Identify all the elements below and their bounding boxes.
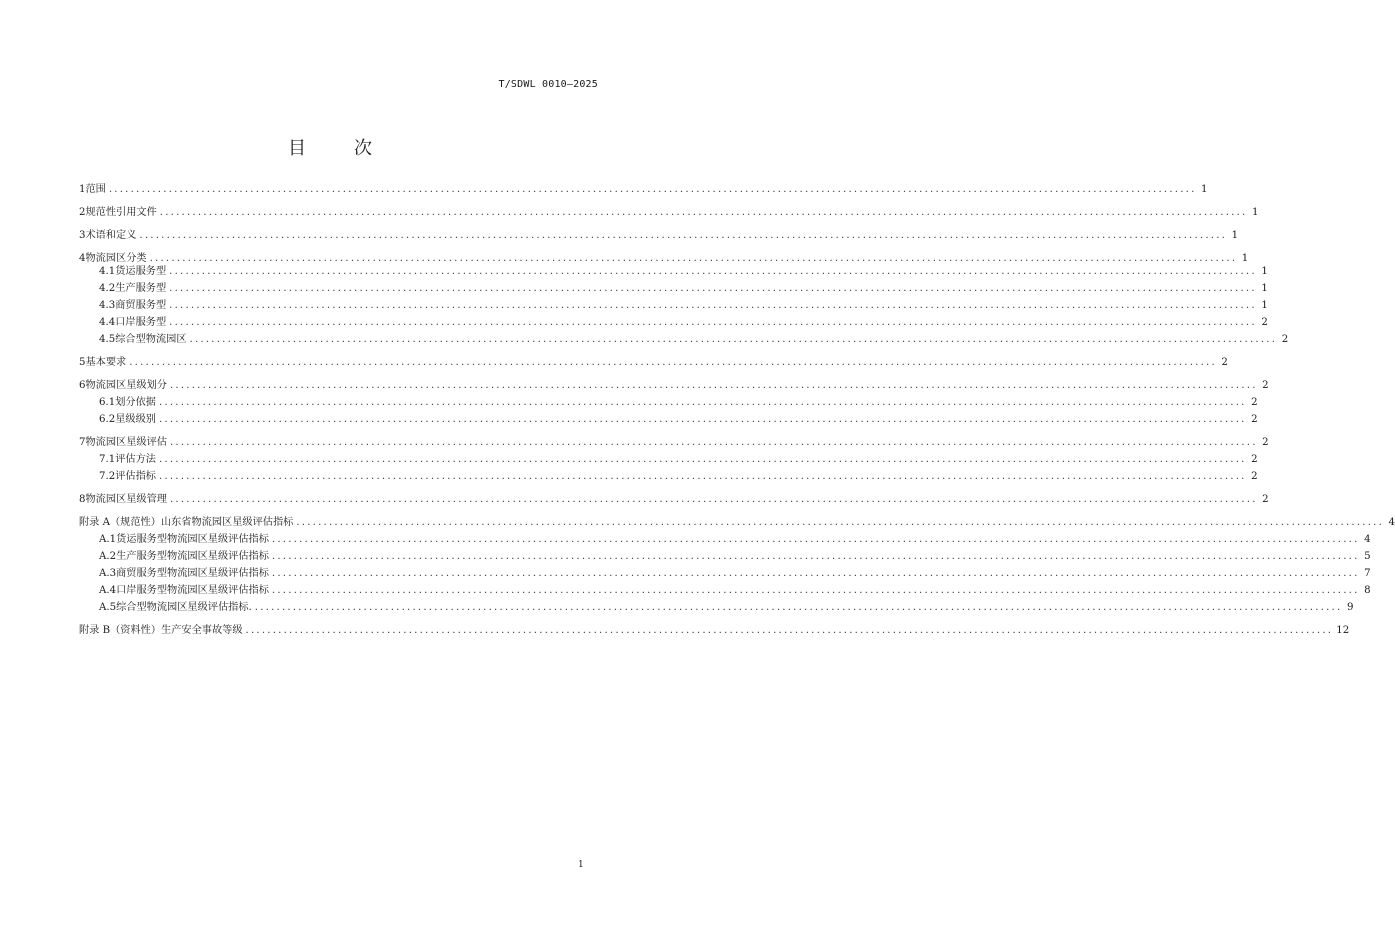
toc-leader-dots: ........................................................................................................................................................................................................: [169, 283, 1257, 294]
toc-entry-page: 2: [1251, 414, 1258, 425]
toc-entry-number: 5: [79, 357, 86, 368]
toc-entry-page: 1: [1251, 207, 1259, 218]
toc-leader-dots: ........................................................................................................................................................................................................: [158, 414, 1247, 425]
toc-entry-page: 8: [1364, 585, 1371, 596]
toc-entry-page: 9: [1346, 602, 1354, 613]
toc-entry-number: 6.1: [99, 397, 116, 408]
toc-leader-dots: ........................................................................................................................................................................................................: [271, 585, 1360, 596]
toc-entry-label: 生产服务型: [115, 283, 167, 294]
toc-leader-dots: ........................................................................................................................................................................................................: [159, 207, 1248, 218]
toc-entry-number: 附录 A（规范性）: [79, 517, 161, 528]
toc-leader-dots: ........................................................................................................................................................................................................: [296, 517, 1385, 528]
toc-entry[interactable]: [79, 378, 1269, 394]
toc-leader-dots: ........................................................................................................................................................................................................: [158, 397, 1247, 408]
toc-leader-dots: ........................................................................................................................................................................................................: [189, 334, 1278, 345]
toc-entry[interactable]: [89, 600, 1354, 616]
toc-entry[interactable]: [89, 412, 1258, 428]
toc-leader-dots: ........................................................................................................................................................................................................: [158, 454, 1247, 465]
toc-entry-number: A.1: [99, 534, 117, 545]
toc-leader-dots: ........................................................................................................................................................................................................: [158, 471, 1247, 482]
toc-entry-label: 综合型物流园区星级评估指标.: [116, 602, 252, 613]
toc-entry-page: 4: [1364, 534, 1371, 545]
toc-entry-label: 物流园区星级管理: [85, 494, 167, 505]
title-char-2: 次: [354, 138, 374, 159]
toc-entry-label: 基本要求: [85, 357, 127, 368]
toc-entry-label: 山东省物流园区星级评估指标: [160, 517, 294, 528]
toc-leader-dots: ........................................................................................................................................................................................................: [108, 184, 1197, 195]
toc-entry[interactable]: [89, 469, 1258, 485]
toc-entry-label: 商贸服务型: [115, 300, 167, 311]
toc-entry-page: 1: [1261, 283, 1268, 294]
toc-entry[interactable]: [89, 532, 1371, 548]
toc-entry-label: 划分依据: [115, 397, 156, 408]
toc-entry-page: 7: [1364, 568, 1371, 579]
toc-entry[interactable]: [89, 452, 1258, 468]
toc-entry-page: 2: [1251, 397, 1258, 408]
toc-entry-number: 4.5: [99, 334, 116, 345]
page-number: 1: [578, 860, 584, 870]
toc-entry[interactable]: [89, 264, 1268, 280]
toc-entry[interactable]: [79, 492, 1269, 508]
toc-entry-label: 口岸服务型: [115, 317, 167, 328]
toc-leader-dots: ........................................................................................................................................................................................................: [129, 357, 1217, 368]
toc-entry-number: 6.2: [99, 414, 116, 425]
toc-entry[interactable]: [89, 583, 1371, 599]
toc-entry-page: 2: [1261, 317, 1268, 328]
toc-entry[interactable]: [79, 355, 1228, 371]
toc-entry-label: 评估指标: [115, 471, 156, 482]
toc-leader-dots: ........................................................................................................................................................................................................: [169, 380, 1258, 391]
toc-entry-number: 7: [79, 437, 86, 448]
toc-entry-number: 2: [79, 207, 86, 218]
toc-entry-label: 物流园区星级评估: [85, 437, 167, 448]
toc-leader-dots: ........................................................................................................................................................................................................: [149, 253, 1238, 264]
toc-entry-label: 货运服务型物流园区星级评估指标: [116, 534, 269, 545]
toc-entry[interactable]: [89, 281, 1268, 297]
toc-entry-label: 生产安全事故等级: [161, 625, 243, 636]
toc-entry[interactable]: [89, 315, 1268, 331]
toc-entry-page: 1: [1261, 300, 1268, 311]
toc-entry[interactable]: [89, 332, 1289, 348]
toc-leader-dots: ........................................................................................................................................................................................................: [169, 494, 1258, 505]
document-code: T/SDWL 0010—2025: [498, 79, 598, 90]
toc-entry[interactable]: [79, 182, 1208, 198]
toc-entry-page: 1: [1261, 266, 1268, 277]
toc-entry[interactable]: [89, 566, 1371, 582]
toc-entry-page: 1: [1241, 253, 1249, 264]
toc-entry-number: 4: [79, 253, 86, 264]
toc-entry[interactable]: [79, 205, 1259, 221]
toc-entry-number: A.2: [99, 551, 117, 562]
toc-entry-label: 商贸服务型物流园区星级评估指标: [116, 568, 269, 579]
toc-entry-label: 评估方法: [115, 454, 156, 465]
toc-entry-page: 1: [1201, 184, 1208, 195]
toc-entry-page: 2: [1251, 454, 1258, 465]
toc-entry-number: A.5: [99, 602, 117, 613]
page-title: [0, 134, 662, 160]
toc-entry[interactable]: [79, 515, 1395, 531]
toc-entry[interactable]: [89, 395, 1258, 411]
toc-entry-page: 2: [1251, 471, 1258, 482]
toc-entry[interactable]: [79, 623, 1350, 639]
toc-entry-label: 范围: [85, 184, 106, 195]
toc-entry-page: 1: [1231, 230, 1239, 241]
toc-entry-page: 2: [1221, 357, 1228, 368]
toc-leader-dots: ........................................................................................................................................................................................................: [271, 551, 1360, 562]
toc-leader-dots: ........................................................................................................................................................................................................: [169, 317, 1257, 328]
toc-entry[interactable]: [79, 435, 1269, 451]
title-char-1: 目: [288, 138, 308, 159]
toc-leader-dots: ........................................................................................................................................................................................................: [245, 625, 1334, 636]
toc-entry-number: A.3: [99, 568, 117, 579]
toc-entry-number: 1: [79, 184, 86, 195]
toc-leader-dots: ........................................................................................................................................................................................................: [169, 437, 1258, 448]
toc-entry-page: 2: [1262, 437, 1269, 448]
toc-entry-number: 4.3: [99, 300, 116, 311]
toc-entry-label: 规范性引用文件: [85, 207, 157, 218]
toc-entry-number: 3: [79, 230, 86, 241]
toc-leader-dots: ........................................................................................................................................................................................................: [139, 230, 1228, 241]
toc-entry-page: 2: [1281, 334, 1289, 345]
toc-entry[interactable]: [79, 228, 1239, 244]
toc-entry-page: 2: [1262, 494, 1269, 505]
toc-entry-page: 5: [1364, 551, 1371, 562]
toc-leader-dots: ........................................................................................................................................................................................................: [271, 534, 1360, 545]
toc-entry-label: 货运服务型: [115, 266, 167, 277]
toc-entry-number: 6: [79, 380, 86, 391]
toc-entry-label: 术语和定义: [85, 230, 137, 241]
toc-entry-number: 7.1: [99, 454, 116, 465]
toc-entry-label: 综合型物流园区: [115, 334, 187, 345]
toc-entry-number: 8: [79, 494, 86, 505]
toc-entry-label: 星级级别: [115, 414, 156, 425]
toc-leader-dots: ........................................................................................................................................................................................................: [169, 266, 1257, 277]
toc-entry-number: 4.1: [99, 266, 116, 277]
toc-entry-label: 物流园区分类: [85, 253, 147, 264]
toc-entry-number: 4.2: [99, 283, 116, 294]
toc-leader-dots: ........................................................................................................................................................................................................: [169, 300, 1257, 311]
toc-entry-number: 7.2: [99, 471, 116, 482]
toc-entry[interactable]: [89, 549, 1371, 565]
toc-entry-page: 4: [1388, 517, 1395, 528]
toc-entry-page: 2: [1262, 380, 1269, 391]
toc-entry-page: 12: [1336, 625, 1350, 636]
toc-entry-number: A.4: [99, 585, 117, 596]
toc-entry-label: 生产服务型物流园区星级评估指标: [116, 551, 269, 562]
toc-leader-dots: ........................................................................................................................................................................................................: [271, 568, 1360, 579]
toc-entry-number: 4.4: [99, 317, 116, 328]
toc-leader-dots: ........................................................................................................................................................................................................: [254, 602, 1343, 613]
toc-entry-label: 物流园区星级划分: [85, 380, 167, 391]
toc-entry[interactable]: [89, 298, 1268, 314]
toc-entry-number: 附录 B（资料性）: [79, 625, 162, 636]
toc-entry-label: 口岸服务型物流园区星级评估指标: [116, 585, 269, 596]
